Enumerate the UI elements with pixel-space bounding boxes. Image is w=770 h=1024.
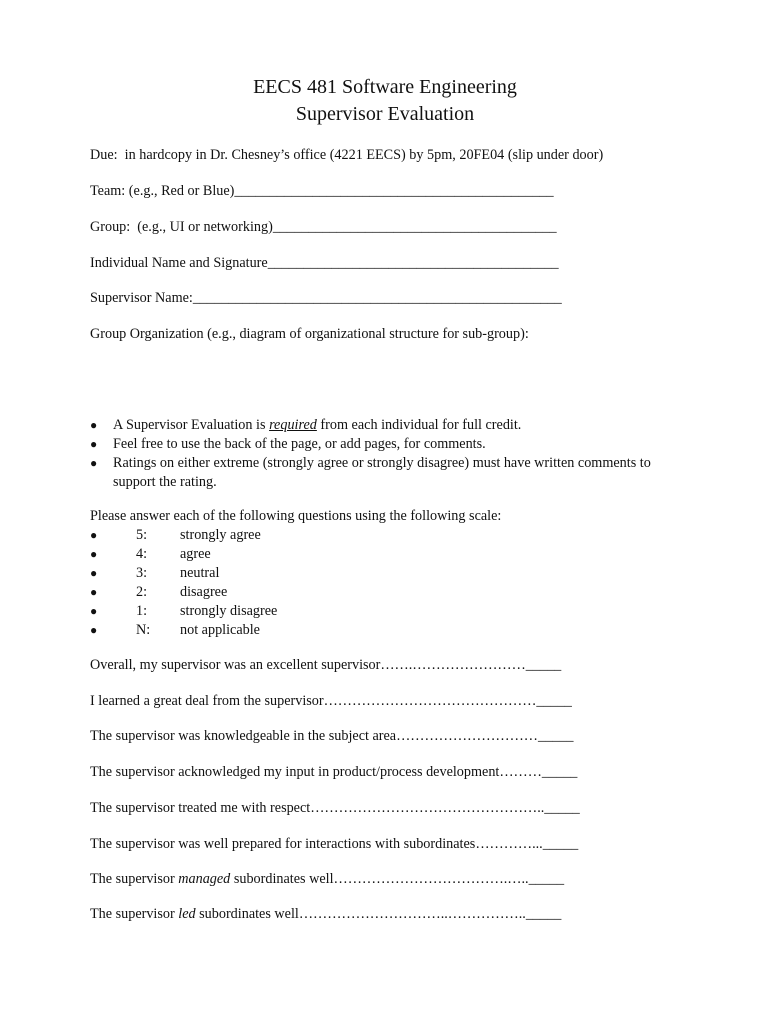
scale-intro: Please answer each of the following questions using the following scale: <box>90 508 502 524</box>
question-row[interactable]: Overall, my supervisor was an excellent supervisor…….……………………_____ <box>90 657 562 673</box>
list-item: ● A Supervisor Evaluation is required from each individual for full credit. <box>90 417 522 433</box>
document-subtitle: Supervisor Evaluation <box>295 103 475 125</box>
instructions-list <box>90 416 690 492</box>
due-note: Due: in hardcopy in Dr. Chesney’s office (4221 EECS) by 5pm, 20FE04 (slip under door) <box>90 147 604 163</box>
bullet-icon: ● <box>90 418 98 432</box>
bullet-icon: ● <box>90 604 98 618</box>
bullet-icon: ● <box>90 456 98 470</box>
list-item: ● Feel free to use the back of the page, or add pages, for comments. <box>90 436 486 452</box>
question-row[interactable]: The supervisor was knowledgeable in the subject area…………………………_____ <box>90 728 574 744</box>
evaluation-form-page: EECS 481 Software Engineering Supervisor Evaluation Due: in hardcopy in Dr. Chesney’s office (4221 EECS) by 5pm, 20FE04 (slip under door) Team: (e.g., Red or Blue)_____________________________________________ Group: (e.g., UI or networking)________________________________________ Individual Name and Signature_________________________________________ Supervisor Name:____________________________________________________ Group Organization (e.g., diagram of organizational structure for sub-group): ● A Supervisor Evaluation is required from each individual for full credit. ● Feel free to use the back of the page, or add pages, for comments. ● Ratings on either extreme (strongly agree or strongly disagree) must have written comments to support the rating. Please answer each of the following questions using the following scale: ● 5: strongly agree ● 4: agree ● 3: neutral ● 2: disagree ● 1: strongly disagree ● N: not applicable Overall, my supervisor was an excellent supervisor…….……………………_____ I learned a great deal from the supervisor………………………………………_____ The supervisor was knowledgeable in the subject area…………………………_____ The supervisor acknowledged my input in product/process development………_____ The supervisor treated me with respect………………………………………….._____ The supervisor was well prepared for interactions with subordinates…………..._____ The supervisor managed subordinates well……………………………….….._____ The supervisor led subordinates well…………………………..…………….._____ <box>0 0 770 1024</box>
group-field[interactable]: Group: (e.g., UI or networking)________________________________________ <box>90 219 557 235</box>
bullet-icon: ● <box>90 566 98 580</box>
list-item: ● Ratings on either extreme (strongly agree or strongly disagree) must have written comments to support the rating. <box>90 455 651 490</box>
question-row[interactable]: The supervisor led subordinates well…………………………..…………….._____ <box>90 906 562 922</box>
group-organization-label: Group Organization (e.g., diagram of organizational structure for sub-group): <box>90 326 529 342</box>
question-row[interactable]: The supervisor treated me with respect………………………………………….._____ <box>90 800 580 816</box>
question-row[interactable]: The supervisor was well prepared for interactions with subordinates…………..._____ <box>90 836 579 852</box>
document-title: EECS 481 Software Engineering <box>253 76 517 98</box>
individual-name-field[interactable]: Individual Name and Signature_________________________________________ <box>90 255 559 271</box>
question-row[interactable]: The supervisor acknowledged my input in product/process development………_____ <box>90 764 578 780</box>
team-field[interactable]: Team: (e.g., Red or Blue)_____________________________________________ <box>90 183 554 199</box>
bullet-icon: ● <box>90 623 98 637</box>
bullet-icon: ● <box>90 585 98 599</box>
supervisor-name-field[interactable]: Supervisor Name:____________________________________________________ <box>90 290 562 306</box>
question-row[interactable]: I learned a great deal from the supervisor………………………………………_____ <box>90 693 572 709</box>
question-row[interactable]: The supervisor managed subordinates well……………………………….….._____ <box>90 871 565 887</box>
bullet-icon: ● <box>90 437 98 451</box>
bullet-icon: ● <box>90 547 98 561</box>
bullet-icon: ● <box>90 528 98 542</box>
